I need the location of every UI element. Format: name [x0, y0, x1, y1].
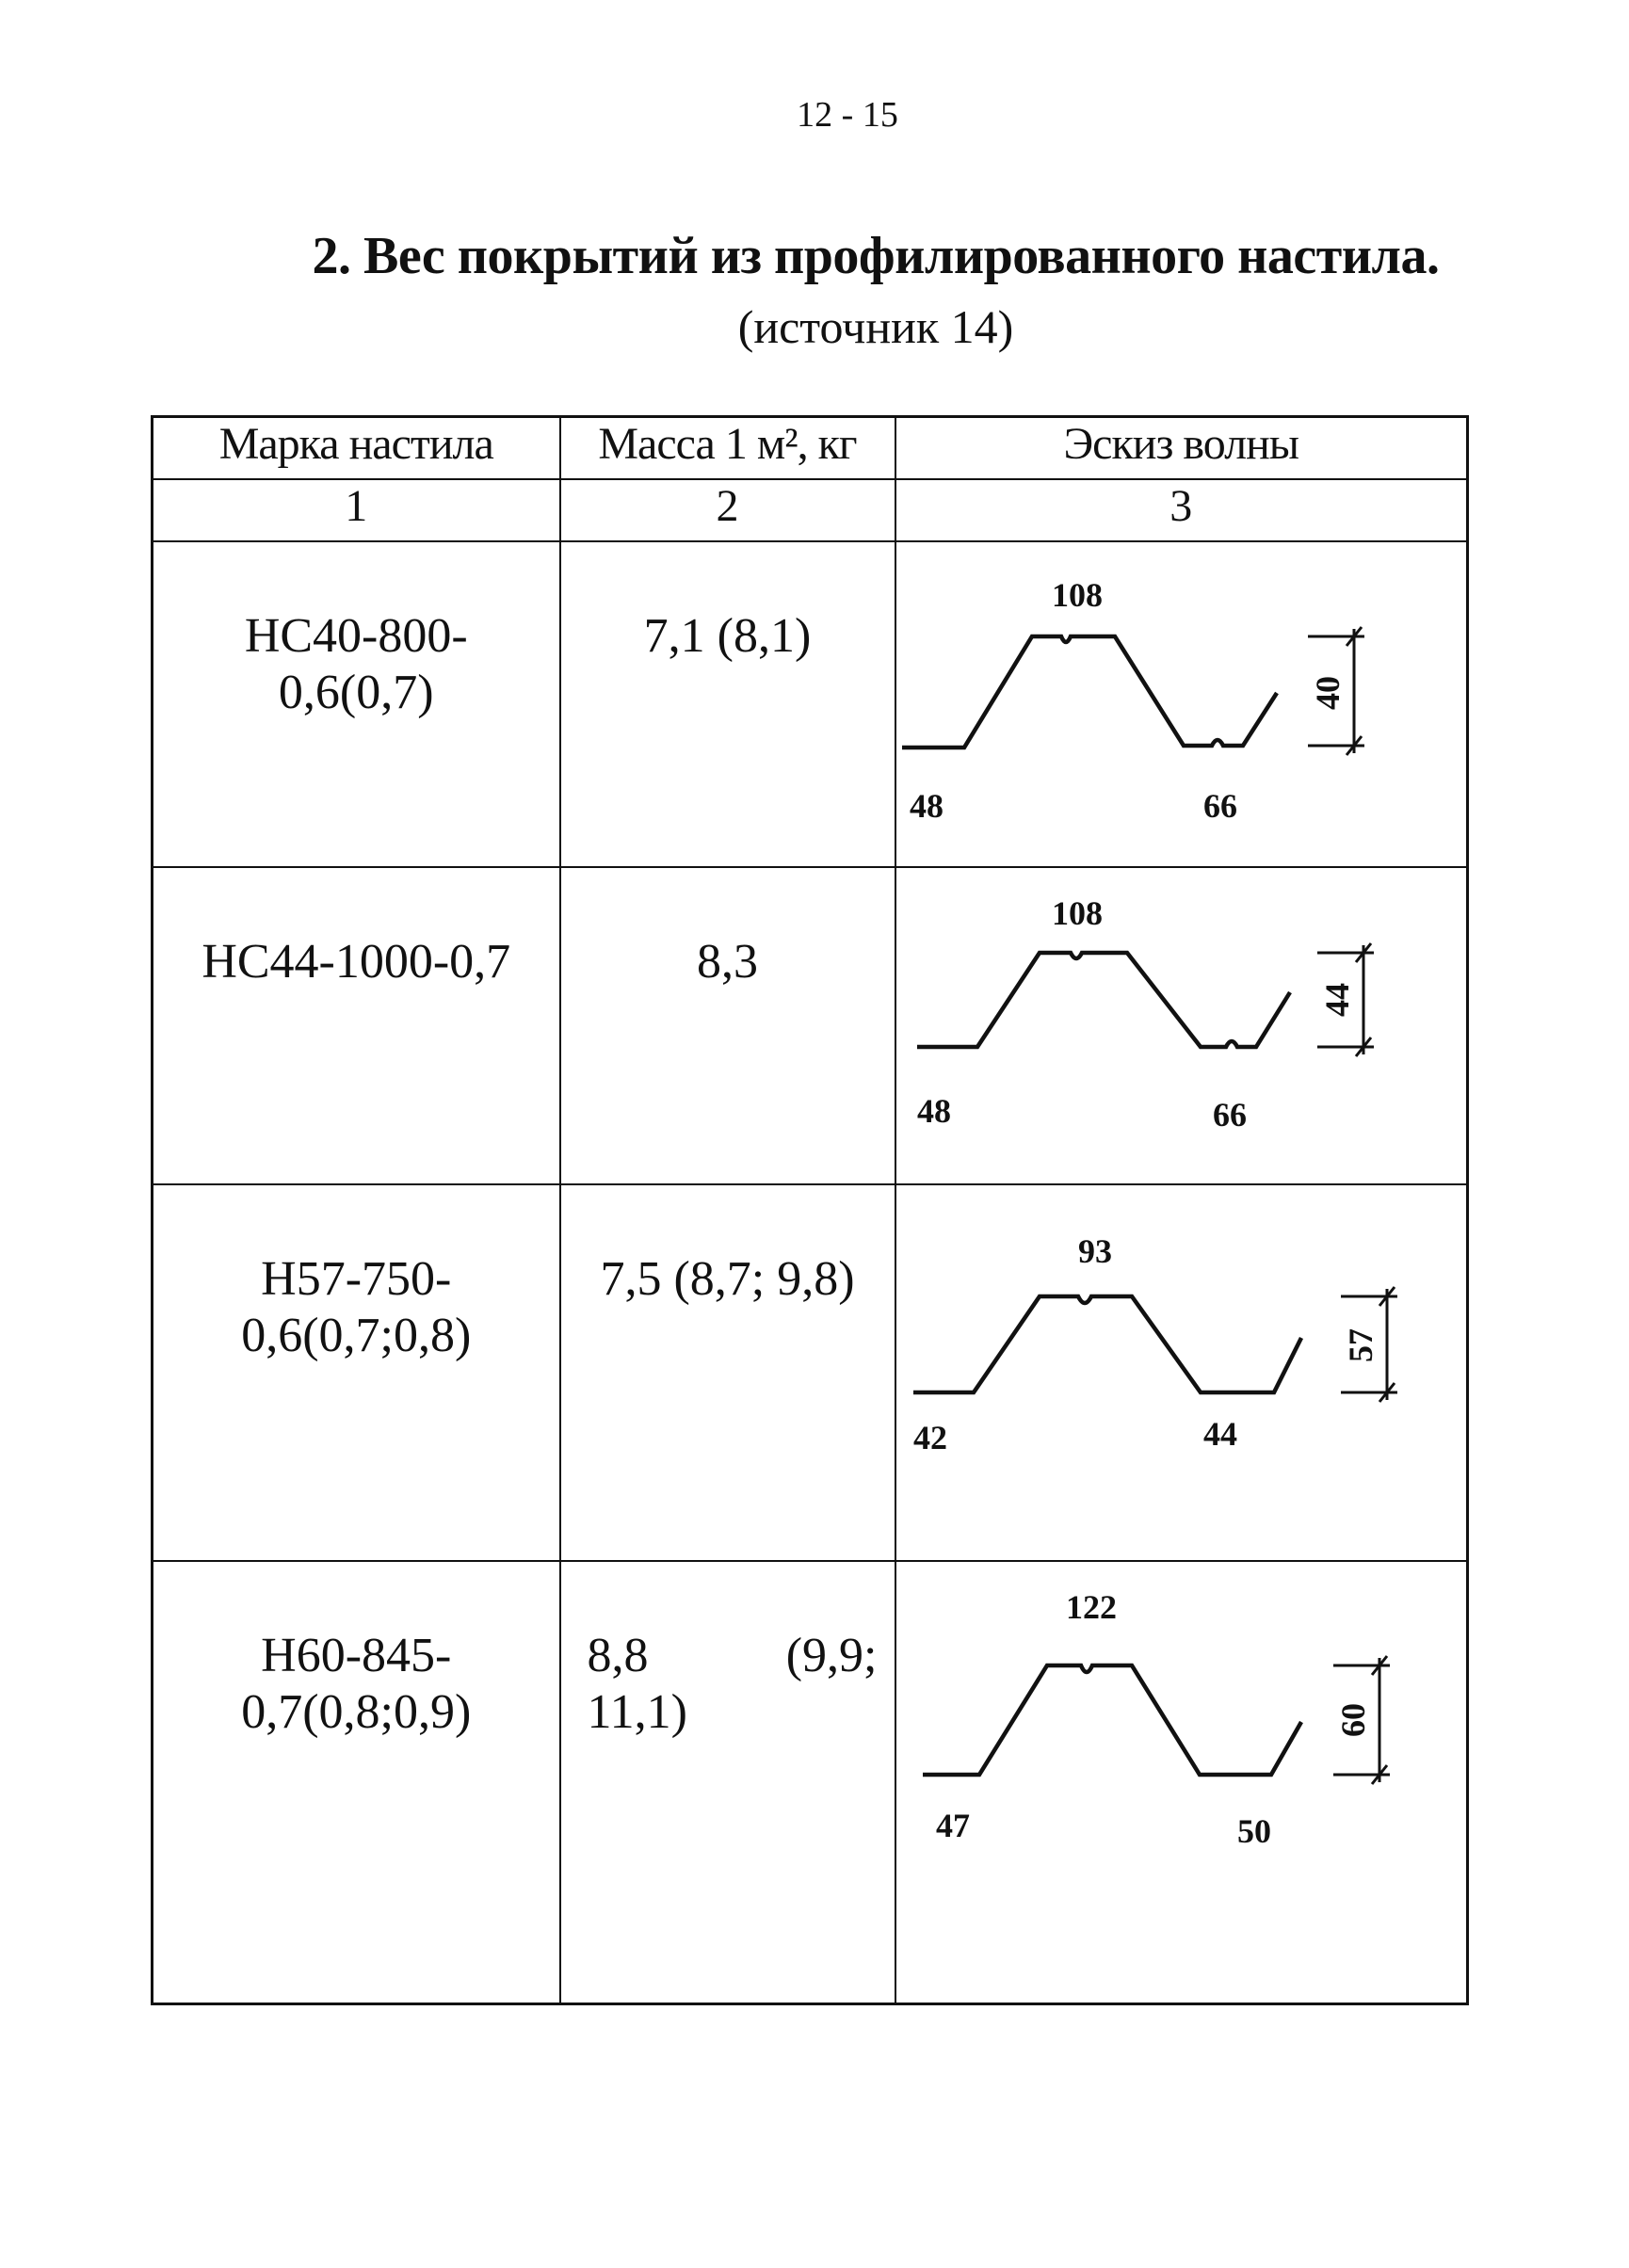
sketch-top-width: 122	[1065, 1588, 1117, 1626]
document-subtitle: (источник 14)	[737, 300, 1014, 353]
mark-line: НС40-800-	[244, 609, 468, 663]
sketch-top-width: 93	[1077, 1232, 1112, 1270]
header-mark: Марка настила	[153, 417, 560, 480]
sketch-right-width: 66	[1212, 1096, 1247, 1134]
mark-cell	[153, 541, 560, 867]
sketch-cell	[895, 1561, 1468, 2003]
wave-profile-sketch	[896, 1562, 1469, 2004]
mass-cell	[560, 1184, 895, 1561]
sketch-cell	[895, 541, 1468, 867]
mass-value: 8,3	[697, 935, 758, 989]
sketch-left-width: 42	[912, 1419, 947, 1456]
column-number-row	[153, 479, 1468, 541]
wave-profile-line	[913, 1296, 1301, 1392]
sketch-height: 60	[1333, 1703, 1372, 1737]
mark-cell	[153, 1184, 560, 1561]
mark-line: Н60-845-	[261, 1629, 452, 1682]
mark-cell	[153, 1561, 560, 2003]
sketch-right-width: 50	[1236, 1812, 1271, 1850]
header-mass: Масса 1 м², кг	[560, 417, 895, 480]
mass-value-alt: (9,9;	[785, 1629, 878, 1682]
sketch-cell	[895, 867, 1468, 1184]
sketch-top-width: 108	[1051, 576, 1103, 614]
mass-value-alt: 11,1)	[587, 1685, 687, 1739]
mark-cell	[153, 867, 560, 1184]
mark-line: 0,7(0,8;0,9)	[241, 1685, 472, 1739]
table-row	[153, 1561, 1468, 2003]
column-number: 2	[560, 479, 895, 541]
mark-line: Н57-750-	[261, 1252, 452, 1306]
sketch-height: 44	[1317, 983, 1356, 1017]
wave-profile-line	[923, 1665, 1301, 1775]
sketch-height: 57	[1341, 1328, 1379, 1362]
mark-line: 0,6(0,7)	[278, 666, 434, 719]
wave-profile-line	[917, 953, 1290, 1047]
wave-profile-sketch	[896, 868, 1469, 1185]
sketch-right-width: 66	[1202, 787, 1237, 825]
mass-line	[588, 1628, 895, 1684]
table-row	[153, 867, 1468, 1184]
table-row	[153, 541, 1468, 867]
table-header-row	[153, 417, 1468, 480]
sketch-left-width: 48	[909, 787, 944, 825]
header-sketch: Эскиз волны	[895, 417, 1468, 480]
column-number: 1	[153, 479, 560, 541]
mass-value: 7,5 (8,7; 9,8)	[600, 1252, 855, 1306]
column-number: 3	[895, 479, 1468, 541]
mark-line: 0,6(0,7;0,8)	[241, 1309, 472, 1362]
mass-cell	[560, 1561, 895, 2003]
page-number: 12 - 15	[797, 95, 898, 135]
profile-weight-table	[151, 415, 1469, 2005]
mass-value: 8,8	[587, 1629, 649, 1682]
mass-cell	[560, 541, 895, 867]
wave-profile-line	[902, 636, 1277, 748]
wave-profile-sketch	[896, 1185, 1469, 1562]
document-title: 2. Вес покрытий из профилированного настила.	[312, 227, 1440, 285]
sketch-cell	[895, 1184, 1468, 1561]
sketch-right-width: 44	[1202, 1415, 1237, 1453]
sketch-height: 40	[1308, 676, 1347, 710]
sketch-left-width: 48	[916, 1092, 951, 1130]
mass-cell	[560, 867, 895, 1184]
sketch-left-width: 47	[935, 1807, 970, 1844]
mark-line: НС44-1000-0,7	[202, 935, 511, 989]
mass-value: 7,1 (8,1)	[643, 609, 812, 663]
wave-profile-sketch	[896, 542, 1469, 868]
table-row	[153, 1184, 1468, 1561]
sketch-top-width: 108	[1051, 894, 1103, 932]
